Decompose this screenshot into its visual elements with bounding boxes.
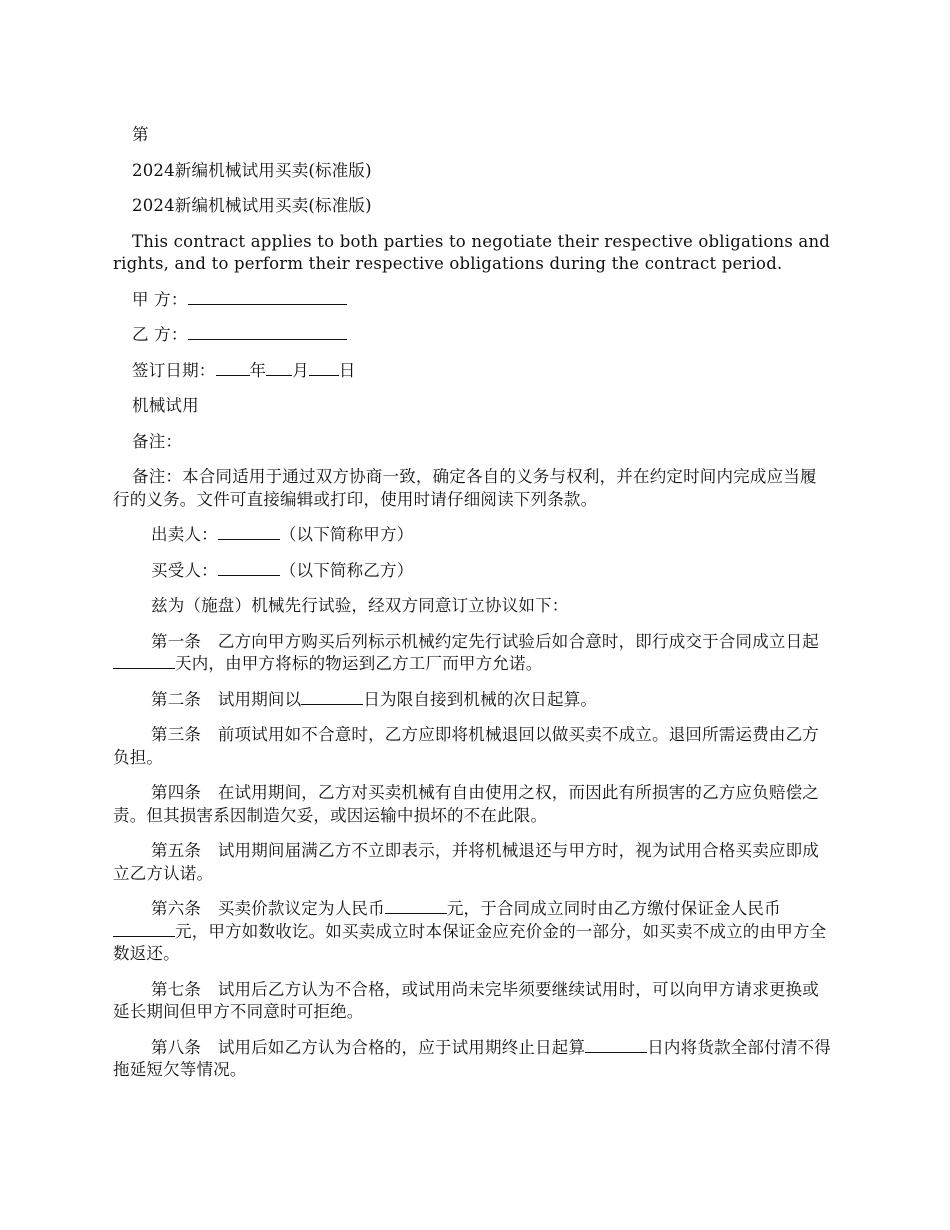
- month-unit: 月: [292, 360, 309, 380]
- clause-8: [113, 1037, 831, 1082]
- clause-text: 日内将货款全部付清不得拖延短欠等情况。: [113, 1037, 831, 1079]
- party-b-label: 乙 方：: [132, 325, 188, 344]
- clause-text: 试用后如乙方认为合格的，应于试用期终止日起算: [217, 1037, 586, 1057]
- clause-text: 前项试用如不合意时，乙方应即将机械退回以做买卖不成立。退回所需运费由乙方负担。: [113, 725, 820, 767]
- year-blank[interactable]: [216, 360, 250, 376]
- buyer-note: （以下简称乙方）: [279, 560, 414, 580]
- party-b-blank[interactable]: [188, 324, 347, 340]
- price-blank[interactable]: [385, 898, 447, 914]
- remark-text: 备注：本合同适用于通过双方协商一致，确定各自的义务与权利，并在约定时间内完成应当履行的义务。文件可直接编辑或打印，使用时请仔细阅读下列条款。: [113, 467, 817, 509]
- clause-title: 第六条: [151, 899, 202, 918]
- buyer-blank[interactable]: [218, 560, 280, 576]
- year-unit: 年: [249, 360, 267, 380]
- cover-label: 第: [132, 125, 149, 144]
- clause-title: 第五条: [151, 841, 202, 860]
- sign-date-line: [113, 360, 831, 383]
- category-label: 机械试用: [132, 396, 199, 415]
- deposit-blank[interactable]: [113, 921, 175, 937]
- delivery-days-blank[interactable]: [113, 653, 175, 669]
- clause-6: [113, 898, 831, 966]
- clause-3: [113, 724, 831, 769]
- clause-text: 乙方向甲方购买后列标示机械约定先行试验后如合意时，即行成交于合同成立日起: [217, 631, 820, 651]
- clause-text: 试用后乙方认为不合格，或试用尚未完毕须要继续试用时，可以向甲方请求更换或延长期间但甲方不同意时可拒绝。: [113, 979, 820, 1021]
- preamble: 兹为（施盘）机械先行试验，经双方同意订立协议如下：: [151, 596, 569, 615]
- trial-days-blank[interactable]: [301, 689, 363, 705]
- party-a-label: 甲 方：: [132, 289, 188, 309]
- clause-text: 买卖价款议定为人民币: [217, 899, 385, 918]
- clause-text: 试用期间届满乙方不立即表示，并将机械退还与甲方时，视为试用合格买卖应即成立乙方认诺。: [113, 841, 820, 883]
- sign-date-label: 签订日期：: [132, 360, 216, 380]
- clause-7: [113, 979, 831, 1024]
- seller-line: [113, 524, 831, 547]
- clause-1: [113, 631, 831, 676]
- document-page: [113, 124, 831, 1082]
- month-blank[interactable]: [266, 360, 292, 376]
- clause-text: 日为限自接到机械的次日起算。: [363, 689, 598, 709]
- seller-label: 出卖人：: [151, 525, 218, 544]
- clause-title: 第二条: [151, 689, 202, 709]
- clause-title: 第三条: [151, 725, 202, 744]
- day-blank[interactable]: [309, 360, 339, 376]
- clause-text: 天内，由甲方将标的物运到乙方工厂而甲方允诺。: [175, 654, 543, 673]
- english-intro: This contract applies to both parties to negotiate their respective obligations and rights, and to perform their respective obligations during the contract period.: [113, 231, 831, 273]
- clause-4: [113, 782, 831, 827]
- remark-heading: 备注：: [132, 431, 183, 451]
- document-title: 2024新编机械试用买卖(标准版): [132, 160, 372, 180]
- payment-days-blank[interactable]: [585, 1037, 647, 1053]
- party-a-line: [113, 289, 831, 312]
- clause-title: 第八条: [151, 1037, 202, 1057]
- clause-text: 元，于合同成立同时由乙方缴付保证金人民币: [446, 899, 781, 918]
- clause-text: 元，甲方如数收讫。如买卖成立时本保证金应充价金的一部分，如买卖不成立的由甲方全数返还。: [113, 921, 827, 963]
- party-b-line: [113, 324, 831, 347]
- clause-text: 在试用期间，乙方对买卖机械有自由使用之权，而因此有所损害的乙方应负赔偿之责。但其损害系因制造欠妥，或因运输中损坏的不在此限。: [113, 783, 820, 825]
- seller-blank[interactable]: [218, 524, 280, 540]
- clause-title: 第七条: [151, 979, 202, 999]
- document-subtitle: 2024新编机械试用买卖(标准版): [132, 196, 372, 215]
- clause-title: 第一条: [151, 631, 202, 651]
- buyer-line: [113, 560, 831, 583]
- day-unit: 日: [338, 360, 356, 380]
- seller-note: （以下简称甲方）: [279, 525, 414, 544]
- buyer-label: 买受人：: [151, 560, 218, 580]
- clause-title: 第四条: [151, 783, 202, 802]
- clause-2: [113, 689, 831, 712]
- party-a-blank[interactable]: [188, 289, 347, 305]
- clause-text: 试用期间以: [217, 689, 302, 709]
- clause-5: [113, 840, 831, 885]
